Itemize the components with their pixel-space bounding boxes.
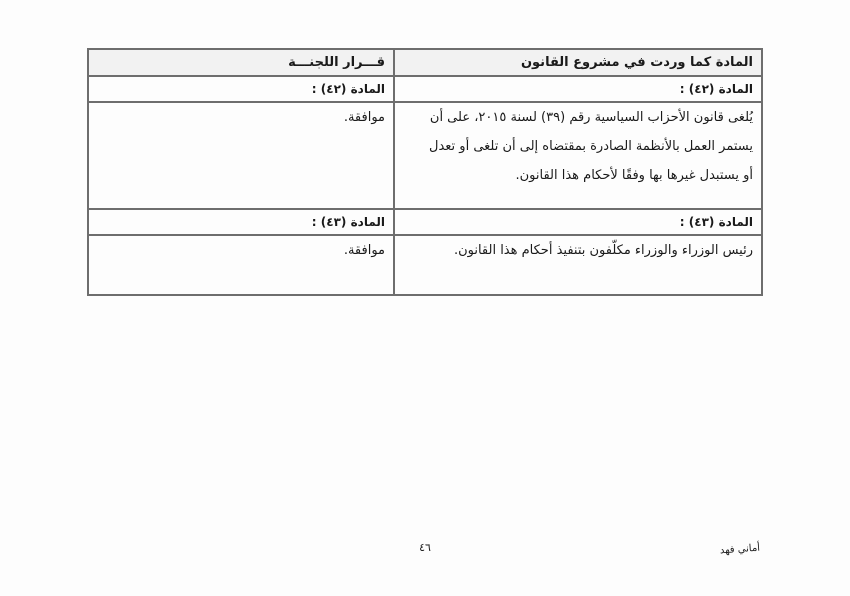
table-row bbox=[88, 235, 762, 295]
text-line: يستمر العمل بالأنظمة الصادرة بمقتضاه إلى أن تلغى أو تعدل bbox=[429, 139, 753, 154]
table-row bbox=[88, 209, 762, 235]
draft-article-label: المادة (٤٣) : bbox=[394, 209, 762, 235]
committee-decision-text bbox=[88, 235, 394, 295]
signature: أماني فهد bbox=[719, 542, 761, 557]
decision-article-label: المادة (٤٣) : bbox=[88, 209, 394, 235]
draft-article-text bbox=[394, 102, 762, 209]
text-line: يُلغى قانون الأحزاب السياسية رقم (٣٩) لسنة ٢٠١٥، على أن bbox=[429, 110, 753, 125]
header-draft-article: المادة كما وردت في مشروع القانون bbox=[394, 49, 762, 76]
text-line: أو يستبدل غيرها بها وفقًا لأحكام هذا القانون. bbox=[515, 168, 753, 183]
text-line: موافقة. bbox=[343, 110, 385, 125]
draft-article-label: المادة (٤٢) : bbox=[394, 76, 762, 102]
table-header-row bbox=[88, 49, 762, 76]
committee-decision-text bbox=[88, 102, 394, 209]
table-row bbox=[88, 102, 762, 209]
table-row bbox=[88, 76, 762, 102]
decision-article-label: المادة (٤٢) : bbox=[88, 76, 394, 102]
text-line: موافقة. bbox=[343, 243, 385, 258]
header-committee-decision: قـــرار اللجنـــة bbox=[88, 49, 394, 76]
draft-article-text bbox=[394, 235, 762, 295]
text-line: رئيس الوزراء والوزراء مكلّفون بتنفيذ أحكام هذا القانون. bbox=[453, 243, 753, 258]
page-number: ٤٦ bbox=[419, 541, 431, 554]
law-comparison-table bbox=[87, 48, 763, 296]
